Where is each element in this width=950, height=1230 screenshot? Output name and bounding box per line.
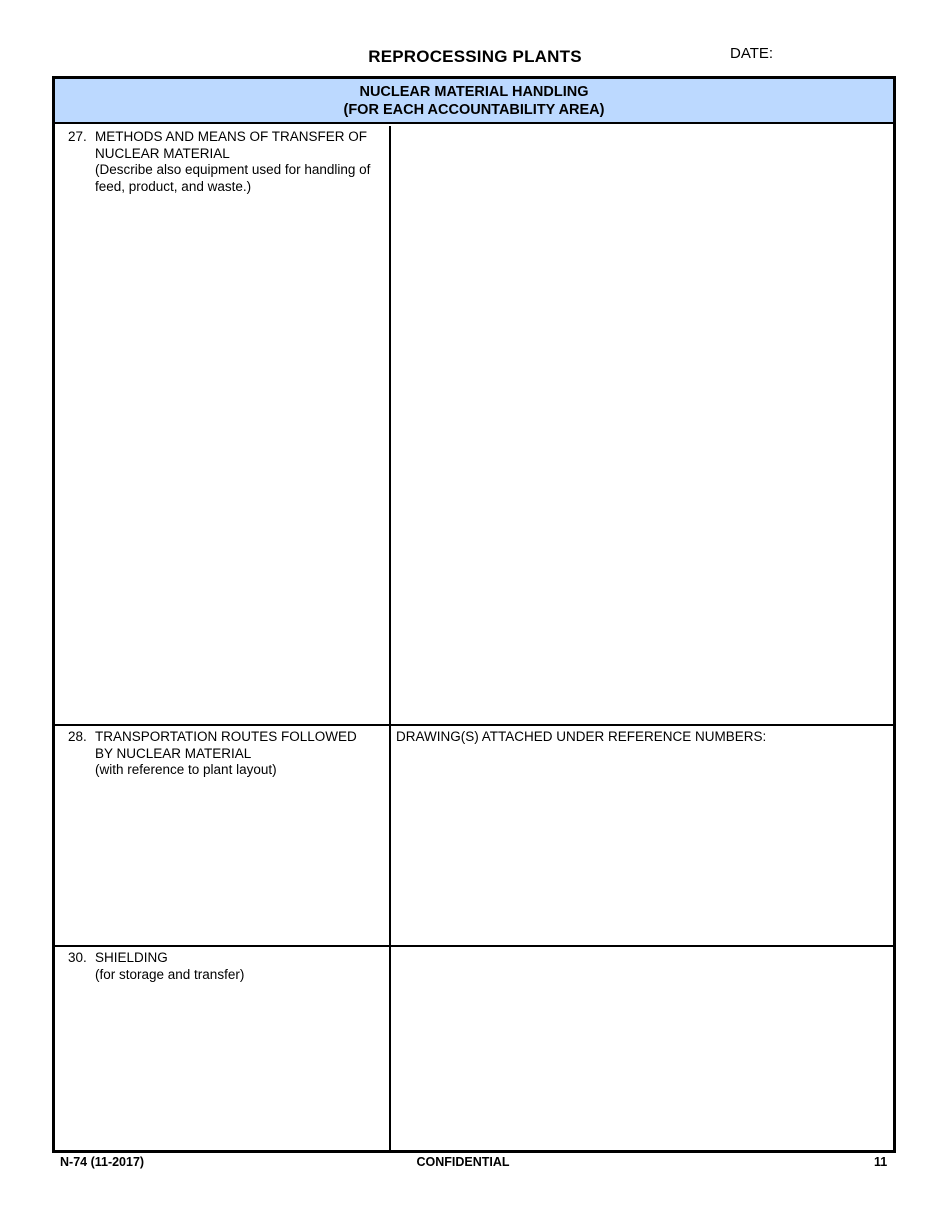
- section-title-line2: (FOR EACH ACCOUNTABILITY AREA): [343, 102, 605, 118]
- item-note: (Describe also equipment used for handling of feed, product, and waste.): [95, 162, 371, 194]
- item-title-line1: TRANSPORTATION ROUTES FOLLOWED: [95, 729, 357, 744]
- drawing-reference-label: DRAWING(S) ATTACHED UNDER REFERENCE NUMBERS:: [396, 729, 767, 744]
- item-title-line1: METHODS AND MEANS OF TRANSFER OF: [95, 129, 368, 144]
- form-row-28: [55, 726, 893, 947]
- footer-page-number: 11: [874, 1155, 888, 1169]
- item-note: (for storage and transfer): [95, 966, 245, 982]
- section-header: [55, 79, 893, 124]
- form-frame: [52, 76, 896, 1153]
- section-title-line1: NUCLEAR MATERIAL HANDLING: [359, 84, 589, 100]
- question-cell-27: [55, 126, 391, 724]
- answer-field-28[interactable]: [391, 726, 893, 945]
- footer-classification: CONFIDENTIAL: [416, 1155, 510, 1169]
- item-title-line2: BY NUCLEAR MATERIAL: [95, 745, 252, 761]
- form-row-30: [55, 947, 893, 1150]
- answer-field-30[interactable]: [391, 947, 893, 1150]
- footer-form-id: N-74 (11-2017): [60, 1155, 145, 1169]
- item-title-line1: SHIELDING: [95, 950, 168, 965]
- answer-field-27[interactable]: [391, 126, 893, 724]
- item-title-line2: NUCLEAR MATERIAL: [95, 145, 230, 161]
- page-title: REPROCESSING PLANTS: [368, 47, 582, 66]
- item-number: 30.: [68, 950, 87, 965]
- item-number: 28.: [68, 729, 87, 744]
- item-number: 27.: [68, 129, 87, 144]
- date-label: DATE:: [730, 45, 774, 62]
- question-cell-30: [55, 947, 391, 1150]
- question-cell-28: [55, 726, 391, 945]
- form-row-27: [55, 126, 893, 726]
- item-note: (with reference to plant layout): [95, 762, 277, 777]
